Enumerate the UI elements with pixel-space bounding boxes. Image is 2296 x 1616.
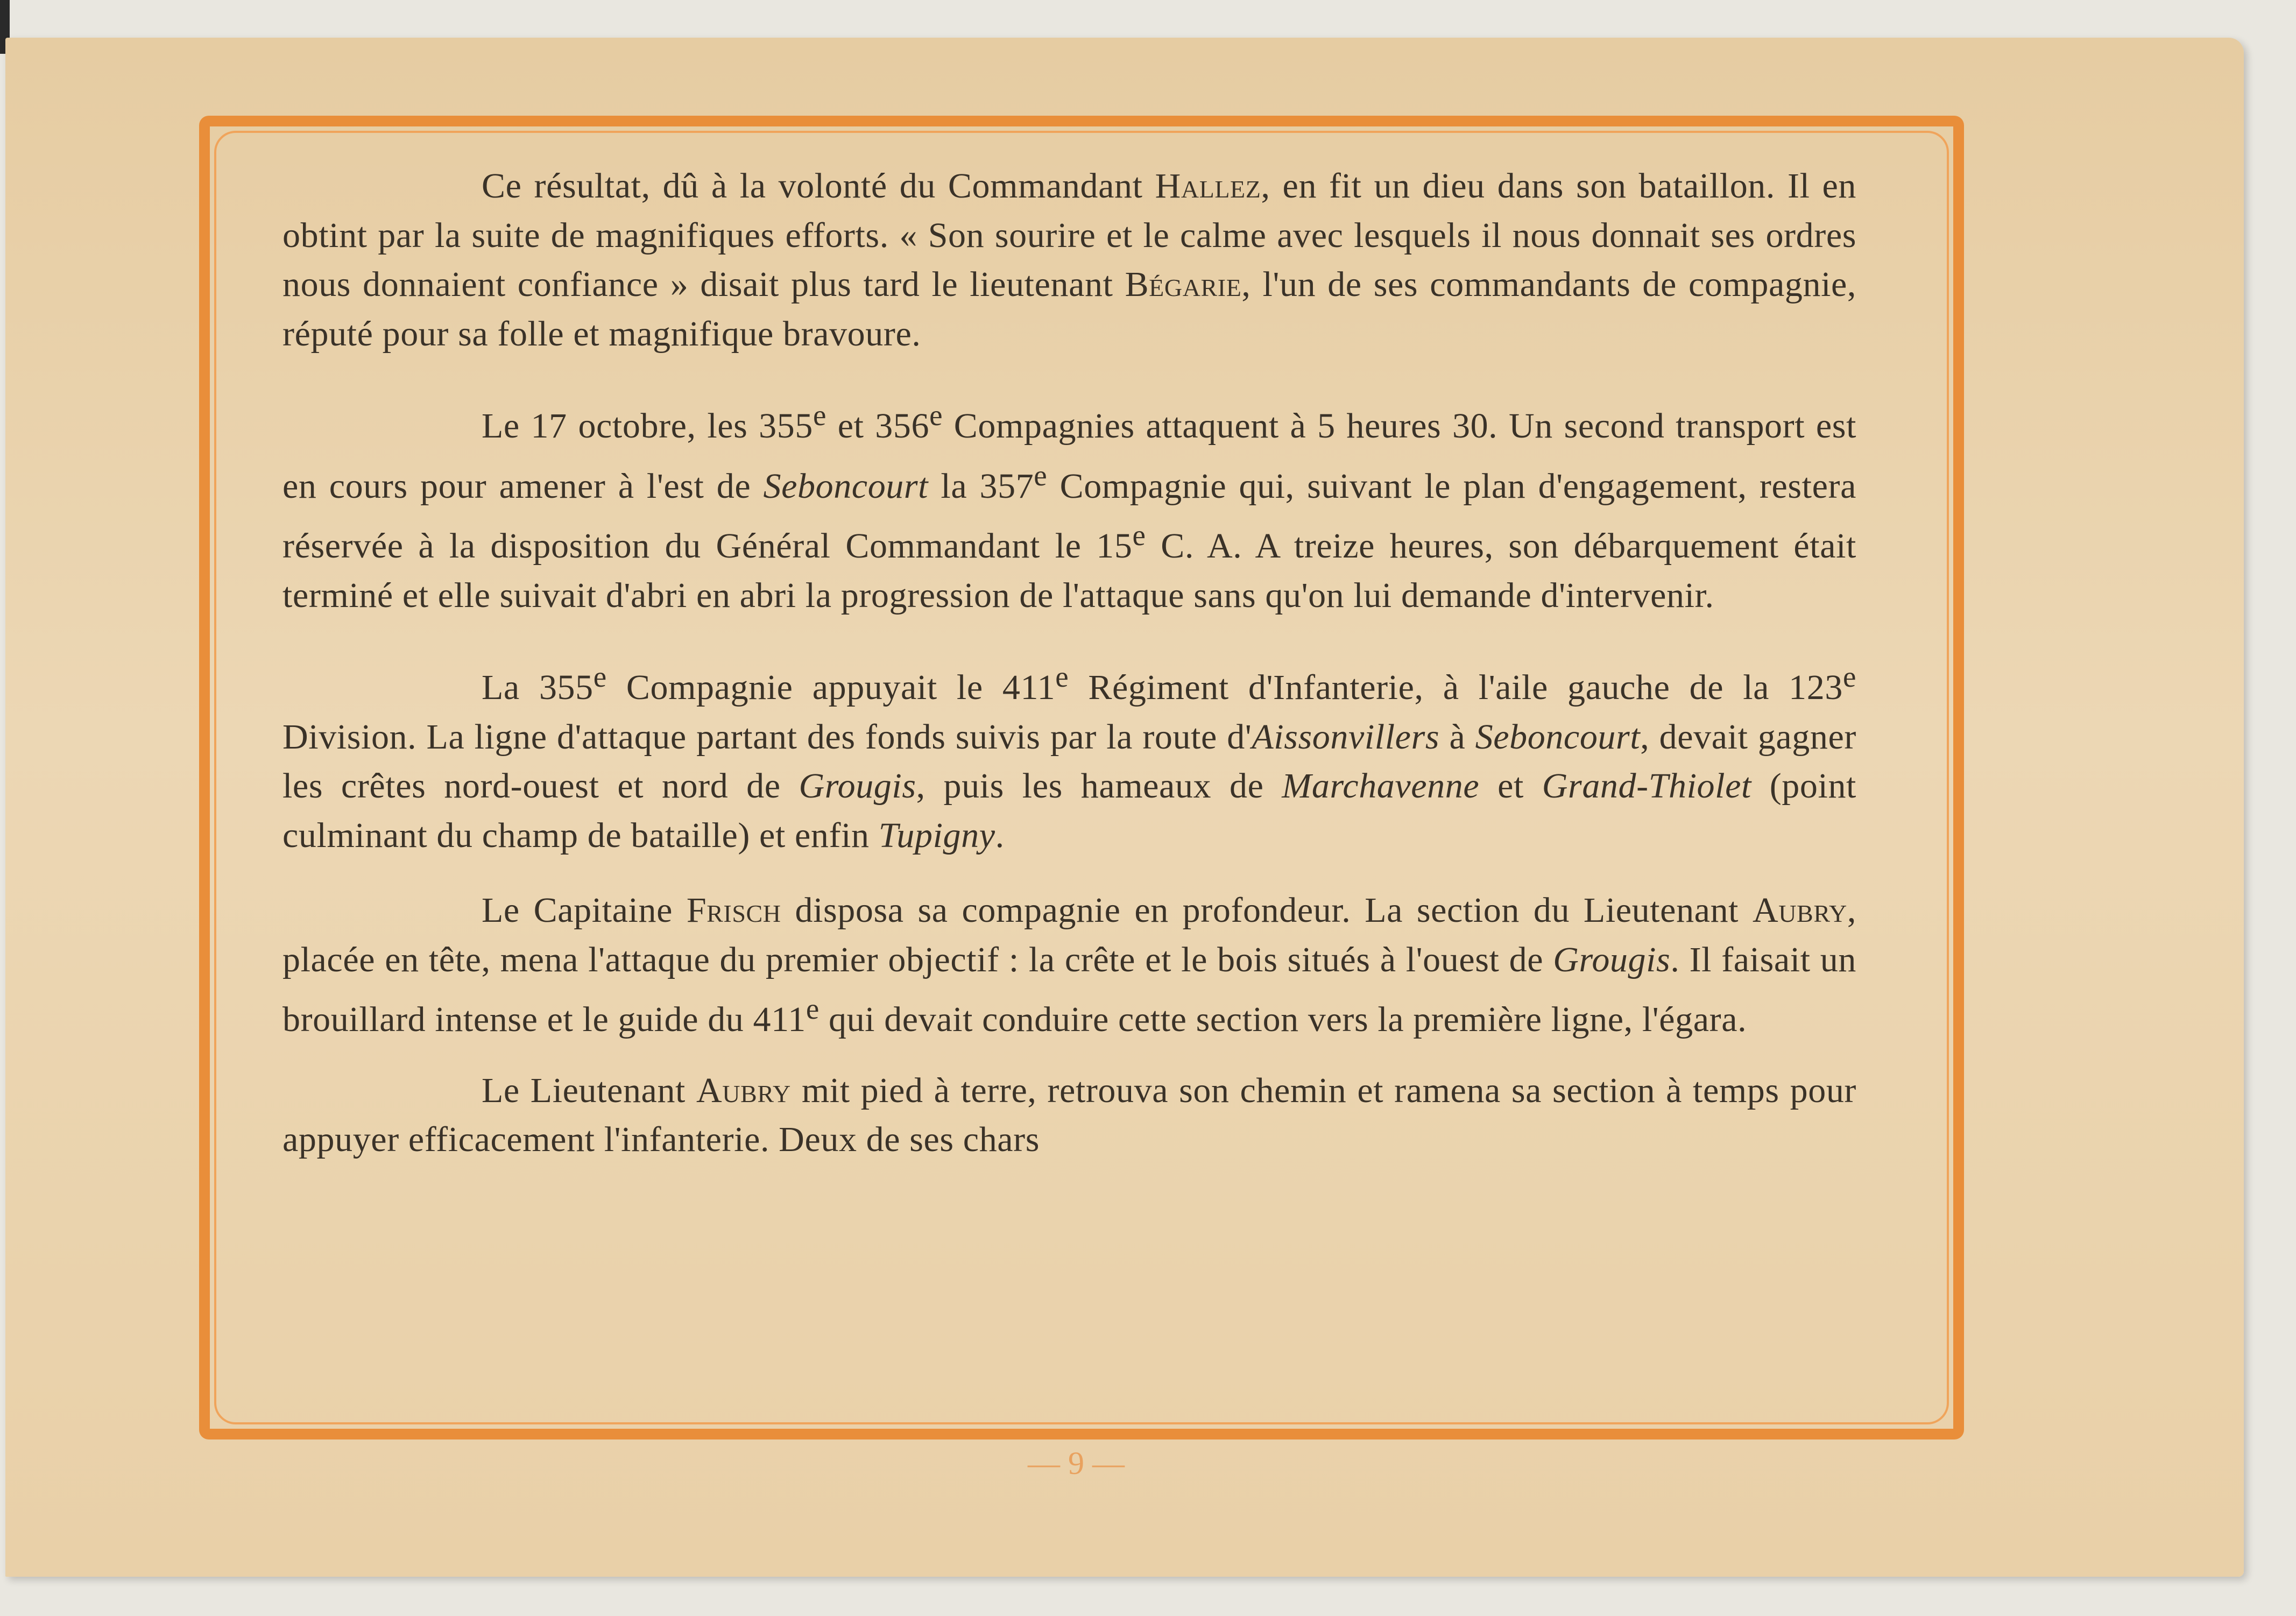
paragraph-2: Le 17 octobre, les 355e et 356e Compagnies attaquent à 5 heures 30. Un second transport est en cours pour amener à l'est de Seboncourt la 357e Compagnie qui, suivant le plan d'engagement, restera réservée à la disposition du Général Commandant le 15e C. A. A treize heures, son débarquement était terminé et elle suivait d'abri en abri la progression de l'attaque sans qu'on lui demande d'intervenir. (282, 399, 1857, 615)
place-aissonvillers: Aissonvillers (1252, 717, 1440, 757)
place-grand-thiolet: Grand-Thiolet (1542, 766, 1751, 806)
paragraph-4: Le Capitaine Frisch disposa sa compagnie en profondeur. La section du Lieutenant Aubry, placée en tête, mena l'attaque du premier objectif : la crête et le bois situés à l'ouest de Grougis. Il faisait un brouillard intense et le guide du 411e qui devait conduire cette section vers la première ligne, l'égara. (282, 891, 1856, 1039)
paragraph-1: Ce résultat, dû à la volonté du Commandant Hallez, en fit un dieu dans son bataillon. Il en obtint par la suite de magnifiques efforts. « Son sourire et le calme avec lesquels il nous donnait ses ordres nous donnaient confiance » disait plus tard le lieutenant Bégarie, l'un de ses commandants de compagnie, réputé pour sa folle et magnifique bravoure. (282, 166, 1856, 354)
place-grougis: Grougis (1553, 940, 1671, 979)
body-text (282, 161, 1856, 1165)
name-frisch: Frisch (686, 891, 781, 930)
name-aubry: Aubry (1752, 891, 1847, 930)
page-number: — 9 — (1028, 1445, 1125, 1481)
name-aubry: Aubry (696, 1070, 791, 1110)
place-seboncourt: Seboncourt (1475, 717, 1641, 757)
place-seboncourt: Seboncourt (763, 466, 929, 506)
paragraph-3: La 355e Compagnie appuyait le 411e Régiment d'Infanterie, à l'aile gauche de la 123e Division. La ligne d'attaque partant des fonds suivis par la route d'Aissonvillers à Seboncourt, devait gagner les crêtes nord-ouest et nord de Grougis, puis les hameaux de Marchavenne et Grand-Thiolet (point culminant du champ de bataille) et enfin Tupigny. (282, 660, 1856, 855)
place-tupigny: Tupigny (878, 815, 995, 855)
name-hallez: Hallez (1155, 166, 1261, 206)
place-marchavenne: Marchavenne (1282, 766, 1480, 806)
paragraph-5: Le Lieutenant Aubry mit pied à terre, retrouva son chemin et ramena sa section à temps pour appuyer efficacement l'infanterie. Deux de ses chars (282, 1070, 1856, 1159)
place-grougis: Grougis (799, 766, 916, 806)
name-begarie: Bégarie (1125, 265, 1242, 304)
